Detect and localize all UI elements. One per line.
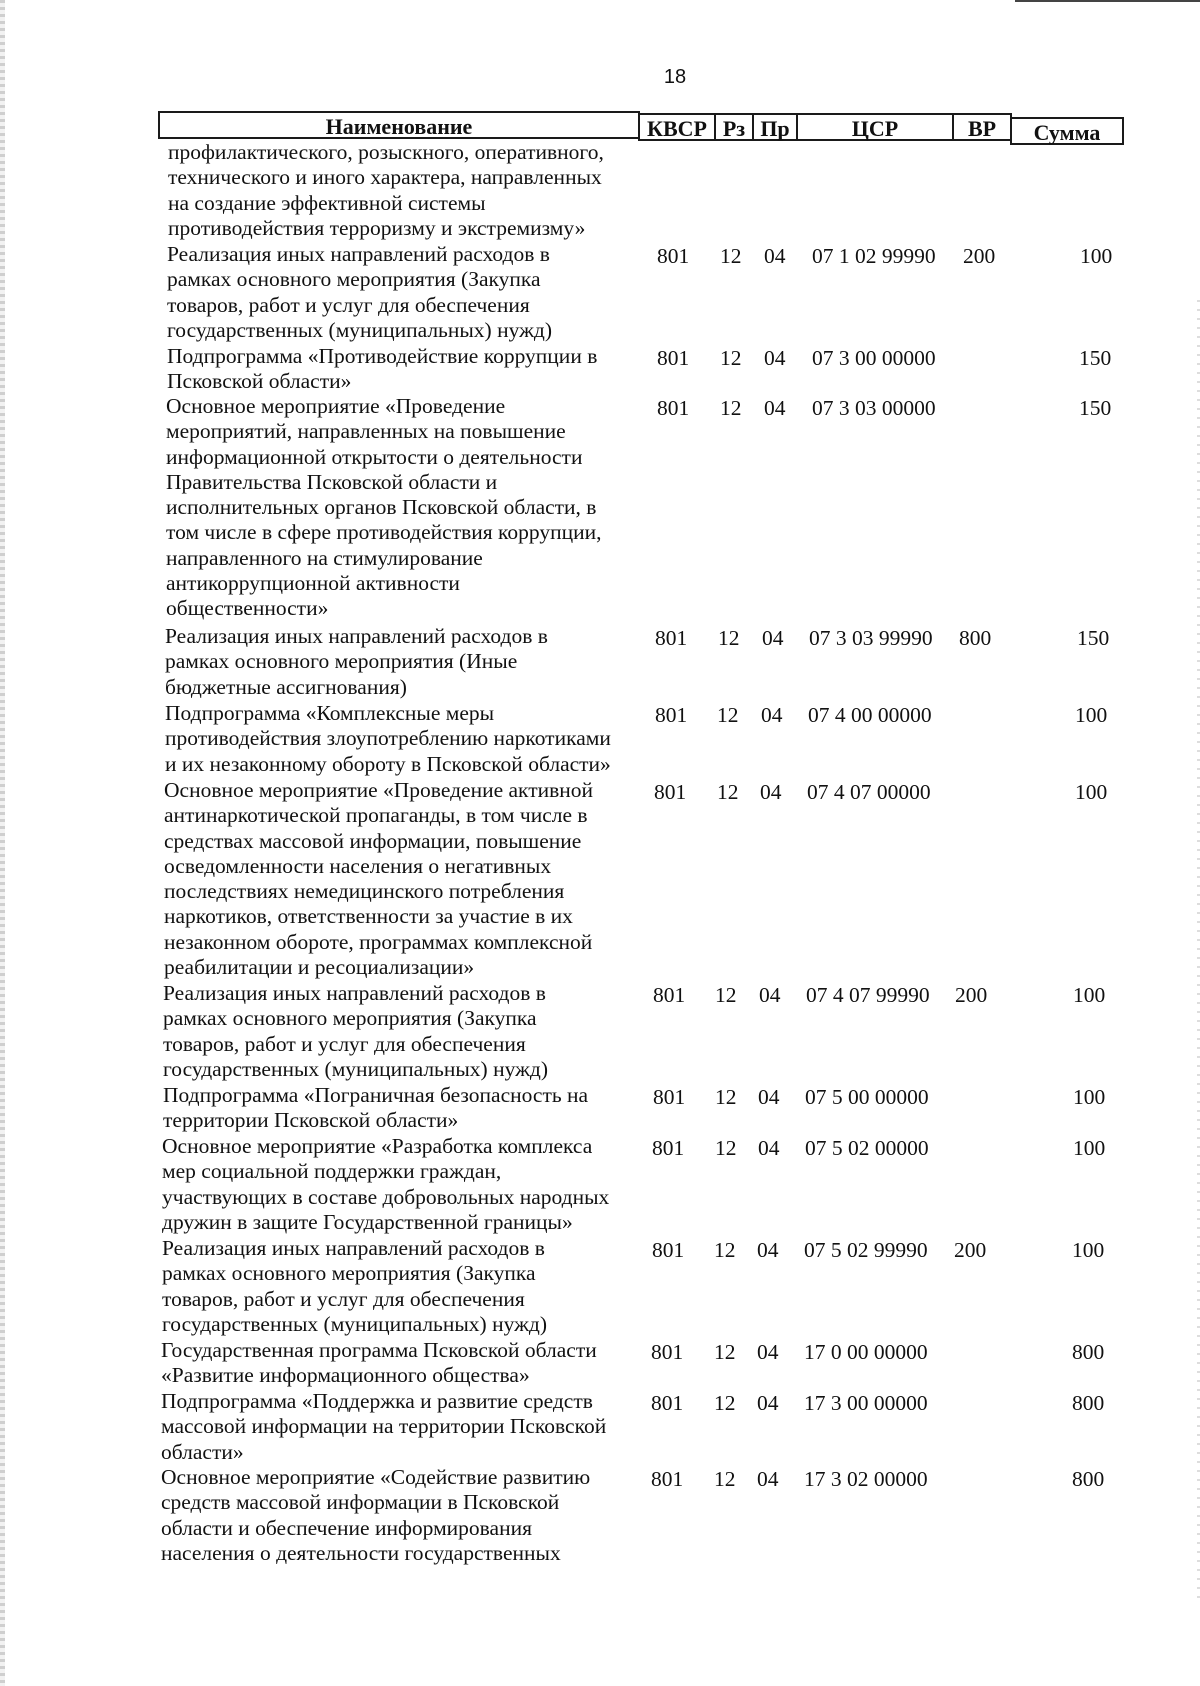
row-name: Подпрограмма «Противодействие коррупции в Псковской области» — [167, 344, 598, 394]
row-csr: 07 5 00 00000 — [805, 1085, 929, 1109]
row-name: Основное мероприятие «Содействие развитию средств массовой информации в Псковской области и обеспечение информирования населения о деятельности государственных — [161, 1465, 591, 1565]
scan-top-line — [1015, 0, 1200, 2]
scan-edge-left — [0, 0, 5, 1686]
row-sum: 100 — [1080, 244, 1113, 268]
row-kvsr: 801 — [657, 346, 690, 370]
row-pr: 04 — [762, 626, 784, 650]
row-kvsr: 801 — [652, 1238, 685, 1262]
row-sum: 150 — [1079, 396, 1112, 420]
row-vr: 200 — [955, 983, 988, 1007]
row-vr: 200 — [963, 244, 996, 268]
row-csr: 07 3 03 99990 — [809, 626, 933, 650]
row-csr: 07 5 02 00000 — [805, 1136, 929, 1160]
header-rz: Рз — [714, 113, 754, 141]
row-csr: 07 4 07 99990 — [806, 983, 930, 1007]
row-rz: 12 — [714, 1391, 736, 1415]
row-rz: 12 — [715, 983, 737, 1007]
row-sum: 150 — [1077, 626, 1110, 650]
row-pr: 04 — [757, 1238, 779, 1262]
row-kvsr: 801 — [653, 983, 686, 1007]
header-name: Наименование — [158, 111, 640, 139]
row-name: Реализация иных направлений расходов в рамках основного мероприятия (Иные бюджетные ассигнования) — [165, 624, 548, 699]
row-kvsr: 801 — [655, 703, 688, 727]
row-pr: 04 — [764, 244, 786, 268]
row-csr: 17 0 00 00000 — [804, 1340, 928, 1364]
row-name: Государственная программа Псковской области «Развитие информационного общества» — [161, 1338, 597, 1388]
row-sum: 800 — [1072, 1467, 1105, 1491]
header-csr: ЦСР — [796, 113, 954, 141]
row-rz: 12 — [714, 1467, 736, 1491]
row-kvsr: 801 — [657, 244, 690, 268]
row-sum: 800 — [1072, 1391, 1105, 1415]
row-name: Подпрограмма «Поддержка и развитие средств массовой информации на территории Псковской области» — [161, 1389, 607, 1464]
row-csr: 17 3 00 00000 — [804, 1391, 928, 1415]
row-csr: 17 3 02 00000 — [804, 1467, 928, 1491]
header-kvsr: КВСР — [638, 113, 716, 141]
row-pr: 04 — [758, 1136, 780, 1160]
row-pr: 04 — [761, 703, 783, 727]
row-pr: 04 — [764, 346, 786, 370]
row-rz: 12 — [714, 1238, 736, 1262]
row-sum: 100 — [1075, 780, 1108, 804]
row-name: Основное мероприятие «Проведение активной антинаркотической пропаганды, в том числе в средствах массовой информации, повышение осведомленности населения о негативных последствиях немедицинского потребления наркотиков, ответственности за участие в их незаконном обороте, программах комплексной реабилитации и ресоциализации» — [164, 778, 594, 980]
row-name: Подпрограмма «Комплексные меры противодействия злоупотреблению наркотиками и их незаконному обороту в Псковской области» — [165, 701, 611, 776]
row-pr: 04 — [758, 1085, 780, 1109]
row-csr: 07 5 02 99990 — [804, 1238, 928, 1262]
row-pr: 04 — [759, 983, 781, 1007]
row-rz: 12 — [715, 1085, 737, 1109]
row-csr: 07 1 02 99990 — [812, 244, 936, 268]
row-rz: 12 — [717, 703, 739, 727]
row-name: Подпрограмма «Пограничная безопасность на территории Псковской области» — [163, 1083, 589, 1133]
row-name: Реализация иных направлений расходов в рамках основного мероприятия (Закупка товаров, работ и услуг для обеспечения государственных (муниципальных) нужд) — [163, 981, 549, 1081]
row-kvsr: 801 — [651, 1340, 684, 1364]
row-sum: 100 — [1073, 1085, 1106, 1109]
row-rz: 12 — [718, 626, 740, 650]
header-sum: Сумма — [1010, 117, 1124, 145]
row-rz: 12 — [720, 346, 742, 370]
row-pr: 04 — [764, 396, 786, 420]
header-vr: ВР — [952, 113, 1012, 141]
row-vr: 200 — [954, 1238, 987, 1262]
row-csr: 07 3 03 00000 — [812, 396, 936, 420]
row-sum: 100 — [1073, 983, 1106, 1007]
row-name: профилактического, розыскного, оперативного, технического и иного характера, направленных на создание эффективной системы противодействия терроризму и экстремизму» — [168, 140, 604, 240]
row-vr: 800 — [959, 626, 992, 650]
row-name: Реализация иных направлений расходов в рамках основного мероприятия (Закупка товаров, работ и услуг для обеспечения государственных (муниципальных) нужд) — [162, 1236, 548, 1336]
header-pr: Пр — [752, 113, 798, 141]
row-kvsr: 801 — [653, 1085, 686, 1109]
row-rz: 12 — [717, 780, 739, 804]
row-pr: 04 — [757, 1467, 779, 1491]
row-kvsr: 801 — [654, 780, 687, 804]
row-kvsr: 801 — [651, 1467, 684, 1491]
row-sum: 150 — [1079, 346, 1112, 370]
row-sum: 100 — [1075, 703, 1108, 727]
row-rz: 12 — [720, 396, 742, 420]
row-name: Основное мероприятие «Разработка комплекса мер социальной поддержки граждан, участвующих в составе добровольных народных дружин в защите Государственной границы» — [162, 1134, 610, 1234]
row-pr: 04 — [760, 780, 782, 804]
row-pr: 04 — [757, 1391, 779, 1415]
row-csr: 07 3 00 00000 — [812, 346, 936, 370]
page-number: 18 — [663, 66, 687, 88]
row-rz: 12 — [720, 244, 742, 268]
row-kvsr: 801 — [651, 1391, 684, 1415]
row-rz: 12 — [714, 1340, 736, 1364]
row-name: Основное мероприятие «Проведение мероприятий, направленных на повышение информационной открытости о деятельности Правительства Псковской области и исполнительных органов Псковской области, в том числе в сфере противодействия коррупции, направленного на стимулирование антикоррупционной активности общественности» — [166, 394, 602, 621]
row-kvsr: 801 — [652, 1136, 685, 1160]
row-sum: 100 — [1072, 1238, 1105, 1262]
row-name: Реализация иных направлений расходов в рамках основного мероприятия (Закупка товаров, работ и услуг для обеспечения государственных (муниципальных) нужд) — [167, 242, 553, 342]
row-rz: 12 — [715, 1136, 737, 1160]
row-kvsr: 801 — [657, 396, 690, 420]
row-sum: 800 — [1072, 1340, 1105, 1364]
row-pr: 04 — [757, 1340, 779, 1364]
row-kvsr: 801 — [655, 626, 688, 650]
row-csr: 07 4 07 00000 — [807, 780, 931, 804]
row-csr: 07 4 00 00000 — [808, 703, 932, 727]
row-sum: 100 — [1073, 1136, 1106, 1160]
